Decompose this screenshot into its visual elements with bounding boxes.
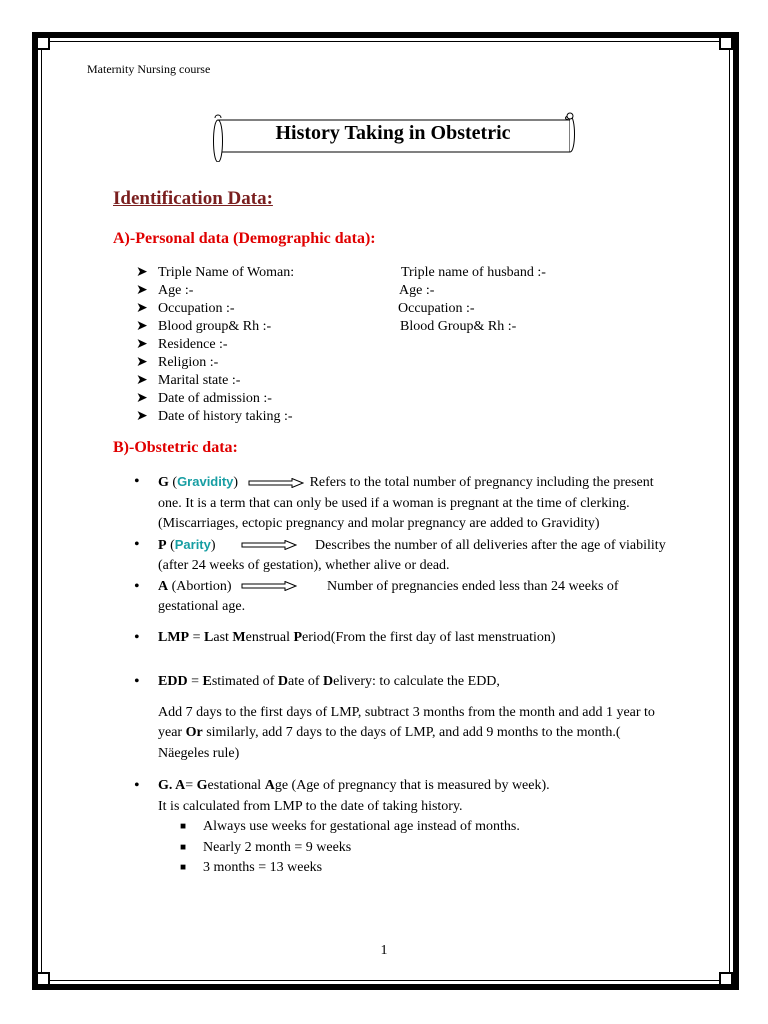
woman-field-label: Blood group& Rh :- (158, 319, 272, 334)
border-corner-top-right (719, 36, 733, 50)
woman-field-label: Marital state :- (158, 373, 241, 388)
list-item (136, 336, 676, 354)
word-rest: ate of (288, 674, 324, 689)
bullet-dot-icon: • (134, 673, 140, 690)
sublist-item (158, 858, 670, 879)
word-rest: ge (Age of pregnancy that is measured by week). (274, 778, 550, 793)
woman-field-label: Residence :- (158, 337, 228, 352)
obstetric-data-heading: B)-Obstetric data: (113, 439, 238, 456)
border-corner-top-left (36, 36, 50, 50)
term-abbr: G. A (158, 778, 186, 793)
list-item (136, 408, 676, 426)
bullet-dot-icon: • (134, 628, 140, 646)
husband-field-label: Blood Group& Rh :- (400, 319, 517, 334)
list-item (136, 282, 676, 300)
term-name: Parity (174, 536, 211, 552)
woman-field-label: Age :- (158, 283, 194, 298)
arrow-bullet-icon: ➤ (136, 265, 148, 280)
list-item-edd (130, 672, 670, 764)
term-letter: P (158, 537, 167, 553)
list-item-parity: • P (Parity) Describes the number of all deliveries after the age of viability (after 24 weeks of gestation), whether alive or dead. (134, 535, 666, 573)
border-corner-bottom-right (719, 972, 733, 986)
woman-field-label: Religion :- (158, 355, 219, 370)
list-item (136, 372, 676, 390)
ga-sublist (158, 817, 670, 879)
obstetric-data-list (130, 472, 670, 879)
list-item-abortion (130, 577, 670, 618)
edd-detail: Add 7 days to the first days of LMP, subtract 3 months from the month and add 1 year to year (158, 704, 655, 740)
square-bullet-icon: ■ (180, 841, 187, 853)
course-header: Maternity Nursing course (87, 62, 211, 76)
ga-calculation-note: It is calculated from LMP to the date of taking history. (158, 798, 463, 814)
term-abbr: LMP (158, 629, 190, 645)
edd-detail: similarly, add 7 days to the days of LMP, and add 9 months to the month.( Näegeles rule) (158, 725, 621, 761)
sublist-text: Always use weeks for gestational age instead of months. (203, 819, 520, 834)
woman-field-label: Triple Name of Woman: (158, 265, 295, 280)
edd-calculation (158, 703, 670, 765)
list-item-lmp (130, 628, 670, 649)
woman-field-label: Date of history taking :- (158, 409, 293, 424)
word-rest: estational (207, 778, 265, 793)
husband-field-label: Triple name of husband :- (401, 265, 546, 280)
border-corner-bottom-left (36, 972, 50, 986)
word-rest: eriod(From the first day of last menstruation) (302, 629, 556, 645)
square-bullet-icon: ■ (180, 862, 187, 873)
arrow-bullet-icon: ➤ (136, 373, 148, 388)
word-rest: ast (213, 629, 233, 645)
bullet-dot-icon: • (134, 777, 140, 794)
list-item (136, 354, 676, 372)
word-rest: stimated of (211, 674, 278, 689)
word-rest: enstrual (245, 629, 294, 645)
sublist-item (158, 817, 670, 838)
woman-field-label: Date of admission :- (158, 391, 272, 406)
term-name: Gravidity (177, 474, 234, 489)
bullet-dot-icon: • (134, 473, 140, 490)
initial-letter: D (277, 674, 289, 689)
page-title: History Taking in Obstetric (275, 122, 511, 144)
equals-sign: = (185, 778, 197, 793)
square-bullet-icon: ■ (180, 821, 187, 832)
right-arrow-icon (241, 581, 297, 591)
term-letter: A (158, 578, 169, 594)
arrow-bullet-icon: ➤ (136, 355, 148, 370)
term-definition: Describes the number of all deliveries after the age of viability (after 24 weeks of gestation), whether alive or dead. (158, 537, 666, 573)
equals-sign: = (189, 629, 205, 645)
initial-letter: M (232, 629, 246, 645)
personal-data-heading: A)-Personal data (Demographic data): (113, 230, 376, 247)
equals-sign: = (187, 674, 203, 689)
list-item (136, 390, 676, 408)
woman-field-label: Occupation :- (158, 301, 235, 316)
initial-letter: P (293, 629, 303, 645)
right-arrow-icon (248, 478, 304, 488)
arrow-bullet-icon: ➤ (136, 301, 148, 316)
initial-letter: E (202, 674, 212, 689)
personal-data-list (136, 264, 676, 426)
right-arrow-icon (241, 540, 297, 550)
arrow-bullet-icon: ➤ (136, 337, 148, 352)
term-abbr: EDD (158, 674, 188, 689)
sublist-text: Nearly 2 month = 9 weeks (203, 839, 352, 855)
husband-field-label: Age :- (399, 283, 435, 298)
bullet-dot-icon: • (134, 535, 140, 553)
term-name: (Abortion) (171, 578, 232, 594)
sublist-item (158, 838, 670, 859)
list-item (136, 264, 676, 282)
list-item (136, 318, 676, 336)
initial-letter: L (204, 629, 214, 645)
title-scroll-banner (210, 112, 576, 162)
arrow-bullet-icon: ➤ (136, 391, 148, 406)
term-letter: G (158, 475, 169, 490)
list-item-gestational-age (130, 776, 670, 879)
initial-letter: D (323, 674, 334, 689)
page-number: 1 (380, 943, 388, 958)
identification-heading: Identification Data: (113, 188, 273, 209)
term-definition: Refers to the total number of pregnancy including the present one. It is a term that can only be used if a woman is pregnant at the time of clerking. (Miscarriages, ectopic pregnancy and molar pregnancy are added to Gravidity) (158, 475, 654, 531)
initial-letter: G (196, 778, 208, 793)
arrow-bullet-icon: ➤ (136, 319, 148, 334)
initial-letter: A (264, 778, 275, 793)
arrow-bullet-icon: ➤ (136, 409, 148, 424)
bullet-dot-icon: • (134, 577, 140, 595)
sublist-text: 3 months = 13 weeks (203, 860, 323, 875)
husband-field-label: Occupation :- (398, 301, 475, 316)
list-item-gravidity: • G (Gravidity) Refers to the total number of pregnancy including the present one. It is a term that can only be used if a woman is pregnant at the time of clerking. (Miscarriages, ectopic pregnancy and molar pregnancy are added to Gravidity) (134, 473, 654, 531)
term-definition: Number of pregnancies ended less than 24 weeks of gestational age. (158, 578, 619, 614)
or-word: Or (185, 725, 203, 740)
arrow-bullet-icon: ➤ (136, 283, 148, 298)
word-rest: elivery: to calculate the EDD, (333, 674, 500, 689)
list-item (136, 300, 676, 318)
